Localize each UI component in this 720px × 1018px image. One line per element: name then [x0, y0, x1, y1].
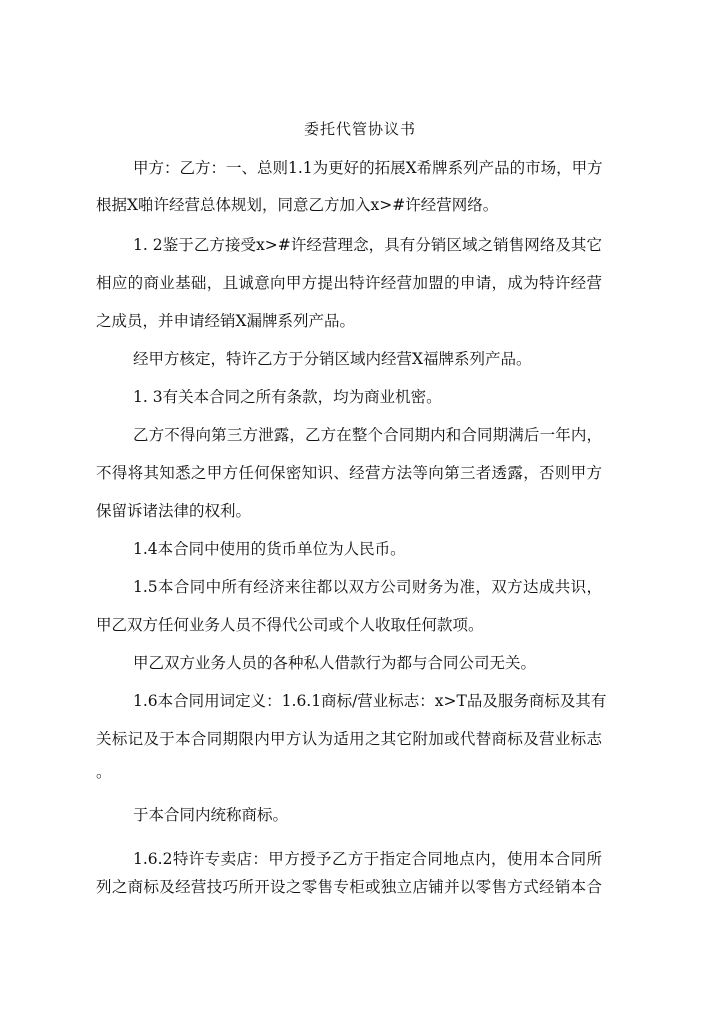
text-line-3: 1. 2鉴于乙方接受x>#许经营理念，具有分销区域之销售网络及其它 [133, 236, 602, 254]
text-line-1: 甲方：乙方：一、总则1.1为更好的拓展X希牌系列产品的市场，甲方 [133, 159, 603, 177]
text-line-19: 1.6.2特许专卖店：甲方授予乙方于指定合同地点内，使用本合同所 [133, 850, 602, 868]
text-line-15: 1.6本合同用词定义：1.6.1商标/营业标志：x>T品及服务商标及其有 [133, 692, 607, 710]
document-title: 委托代管协议书 [303, 120, 416, 138]
text-line-16: 关标记及于本合同期限内甲方认为适用之其它附加或代替商标及营业标志 [96, 730, 602, 748]
text-line-20: 列之商标及经营技巧所开设之零售专柜或独立店铺并以零售方式经销本合 [96, 878, 602, 896]
text-line-6: 经甲方核定，特许乙方于分销区域内经营X福牌系列产品。 [133, 350, 532, 368]
text-line-10: 保留诉诸法律的权利。 [96, 502, 252, 520]
text-line-12: 1.5本合同中所有经济来往都以双方公司财务为准，双方达成共识， [133, 578, 602, 596]
text-line-13: 甲乙双方任何业务人员不得代公司或个人收取任何款项。 [96, 616, 484, 634]
text-line-18: 于本合同内统称商标。 [133, 806, 289, 824]
text-line-5: 之成员，并申请经销X漏牌系列产品。 [96, 312, 356, 330]
text-line-8: 乙方不得向第三方泄露，乙方在整个合同期内和合同期满后一年内， [133, 426, 602, 444]
text-line-14: 甲乙双方业务人员的各种私人借款行为都与合同公司无关。 [133, 654, 537, 672]
text-line-4: 相应的商业基础，且诚意向甲方提出特许经营加盟的申请，成为特许经营 [96, 274, 602, 292]
text-line-11: 1.4本合同中使用的货币单位为人民币。 [133, 540, 406, 558]
text-line-2: 根据X啪许经营总体规划，同意乙方加入x>#许经营网络。 [96, 196, 499, 214]
text-line-17: 。 [96, 763, 112, 781]
text-line-7: 1. 3有关本合同之所有条款，均为商业机密。 [133, 388, 442, 406]
text-line-9: 不得将其知悉之甲方任何保密知识、经营方法等向第三者透露，否则甲方 [96, 464, 602, 482]
